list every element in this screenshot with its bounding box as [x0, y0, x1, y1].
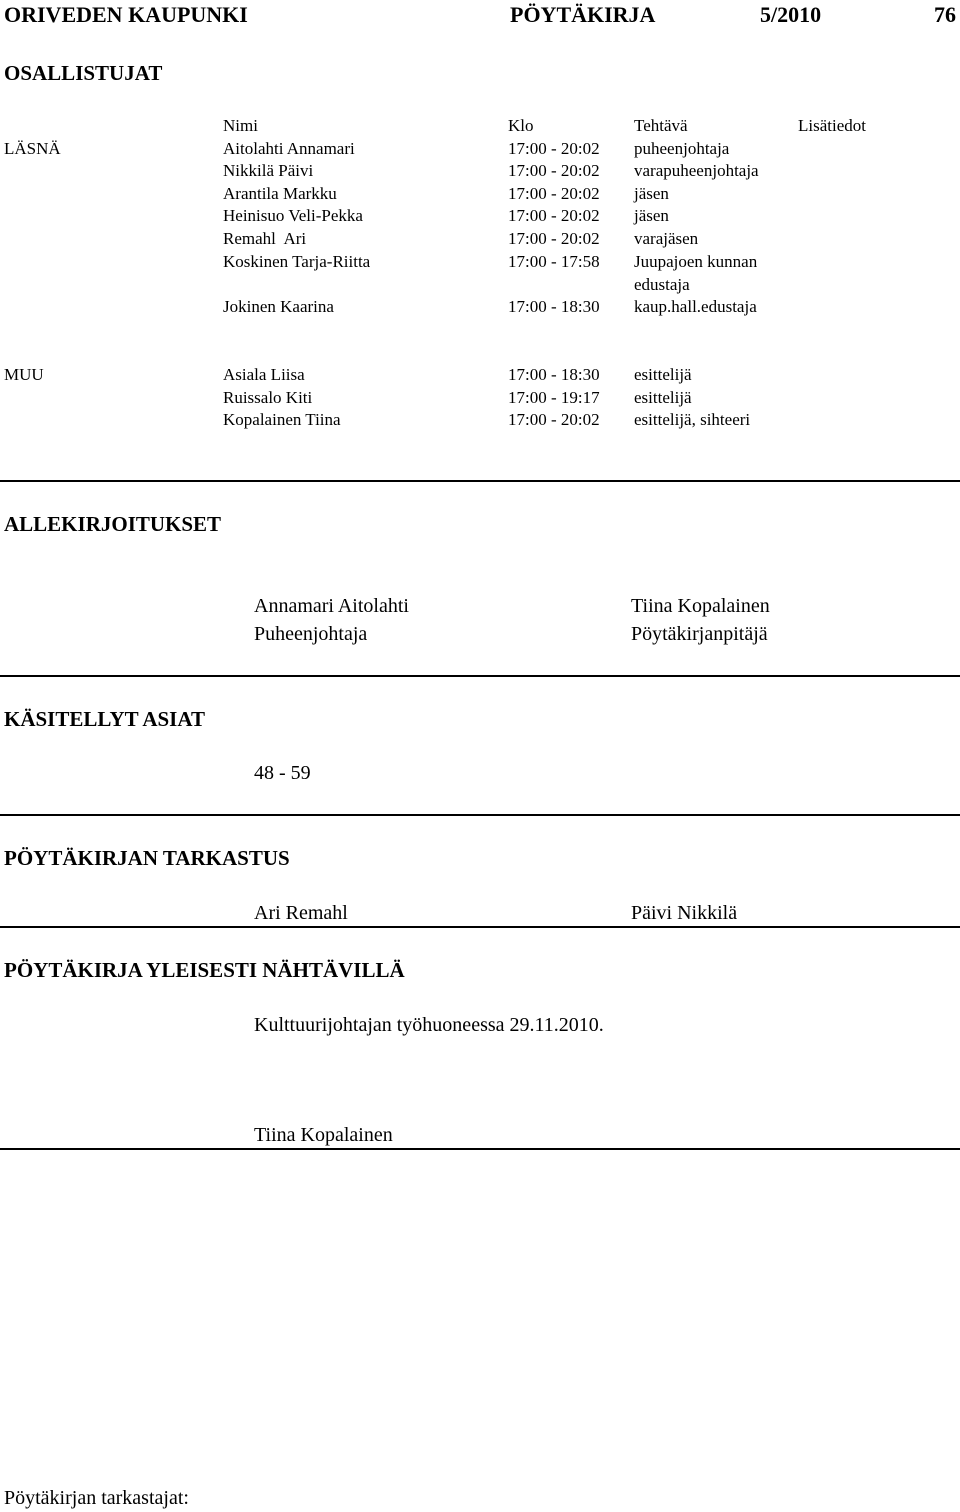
- participant-name: Jokinen Kaarina: [223, 297, 334, 316]
- document-type: PÖYTÄKIRJA: [510, 2, 656, 27]
- participant-role: jäsen: [634, 206, 669, 225]
- column-header-role: Tehtävä: [634, 116, 688, 135]
- participant-name: Asiala Liisa: [223, 365, 305, 384]
- divider: [0, 675, 960, 677]
- public-display-title: PÖYTÄKIRJA YLEISESTI NÄHTÄVILLÄ: [4, 958, 405, 982]
- reviewer-name: Päivi Nikkilä: [631, 902, 738, 924]
- column-header-time: Klo: [508, 116, 534, 135]
- divider: [0, 1148, 960, 1150]
- display-location: Kulttuurijohtajan työhuoneessa 29.11.2010.: [254, 1014, 604, 1036]
- chair-name: Annamari Aitolahti: [254, 595, 409, 617]
- column-header-notes: Lisätiedot: [798, 116, 866, 135]
- participant-time: 17:00 - 19:17: [508, 388, 600, 407]
- present-label: LÄSNÄ: [4, 139, 61, 158]
- column-header-name: Nimi: [223, 116, 258, 135]
- participant-role: varajäsen: [634, 229, 699, 248]
- participant-time: 17:00 - 20:02: [508, 410, 600, 429]
- display-signer: Tiina Kopalainen: [254, 1124, 393, 1146]
- participant-role: puheenjohtaja: [634, 139, 730, 158]
- participant-role: esittelijä: [634, 388, 692, 407]
- participant-role: jäsen: [634, 184, 669, 203]
- participant-role: esittelijä: [634, 365, 692, 384]
- participant-role: kaup.hall.edustaja: [634, 297, 757, 316]
- participant-time: 17:00 - 20:02: [508, 184, 600, 203]
- participant-name: Ruissalo Kiti: [223, 388, 313, 407]
- participant-time: 17:00 - 20:02: [508, 161, 600, 180]
- items-range: 48 - 59: [254, 762, 311, 784]
- reviewer-name: Ari Remahl: [254, 902, 348, 924]
- participant-time: 17:00 - 18:30: [508, 297, 600, 316]
- participant-name: Nikkilä Päivi: [223, 161, 314, 180]
- participant-time: 17:00 - 17:58: [508, 252, 600, 271]
- organization-name: ORIVEDEN KAUPUNKI: [4, 2, 248, 27]
- participant-name: Kopalainen Tiina: [223, 410, 341, 429]
- participant-name: Heinisuo Veli-Pekka: [223, 206, 363, 225]
- participant-role: varapuheenjohtaja: [634, 161, 759, 180]
- participant-role: Juupajoen kunnan: [634, 252, 758, 271]
- review-title: PÖYTÄKIRJAN TARKASTUS: [4, 846, 290, 870]
- participant-time: 17:00 - 18:30: [508, 365, 600, 384]
- signatures-title: ALLEKIRJOITUKSET: [4, 512, 222, 536]
- participant-name: Koskinen Tarja-Riitta: [223, 252, 371, 271]
- participant-role-continued: edustaja: [634, 275, 690, 294]
- participant-role: esittelijä, sihteeri: [634, 410, 751, 429]
- divider: [0, 926, 960, 928]
- participant-name: Arantila Markku: [223, 184, 337, 203]
- document-number: 5/2010: [760, 2, 822, 27]
- divider: [0, 814, 960, 816]
- page-number: 76: [934, 2, 956, 27]
- items-title: KÄSITELLYT ASIAT: [4, 707, 205, 731]
- reviewers-label: Pöytäkirjan tarkastajat:: [4, 1487, 189, 1509]
- participant-time: 17:00 - 20:02: [508, 139, 600, 158]
- participant-time: 17:00 - 20:02: [508, 206, 600, 225]
- participants-title: OSALLISTUJAT: [4, 61, 163, 85]
- chair-role: Puheenjohtaja: [254, 623, 368, 645]
- secretary-name: Tiina Kopalainen: [631, 595, 770, 617]
- participant-name: Aitolahti Annamari: [223, 139, 355, 158]
- participant-name: Remahl Ari: [223, 229, 307, 248]
- participant-time: 17:00 - 20:02: [508, 229, 600, 248]
- other-label: MUU: [4, 365, 44, 384]
- secretary-role: Pöytäkirjanpitäjä: [631, 623, 768, 645]
- divider: [0, 480, 960, 482]
